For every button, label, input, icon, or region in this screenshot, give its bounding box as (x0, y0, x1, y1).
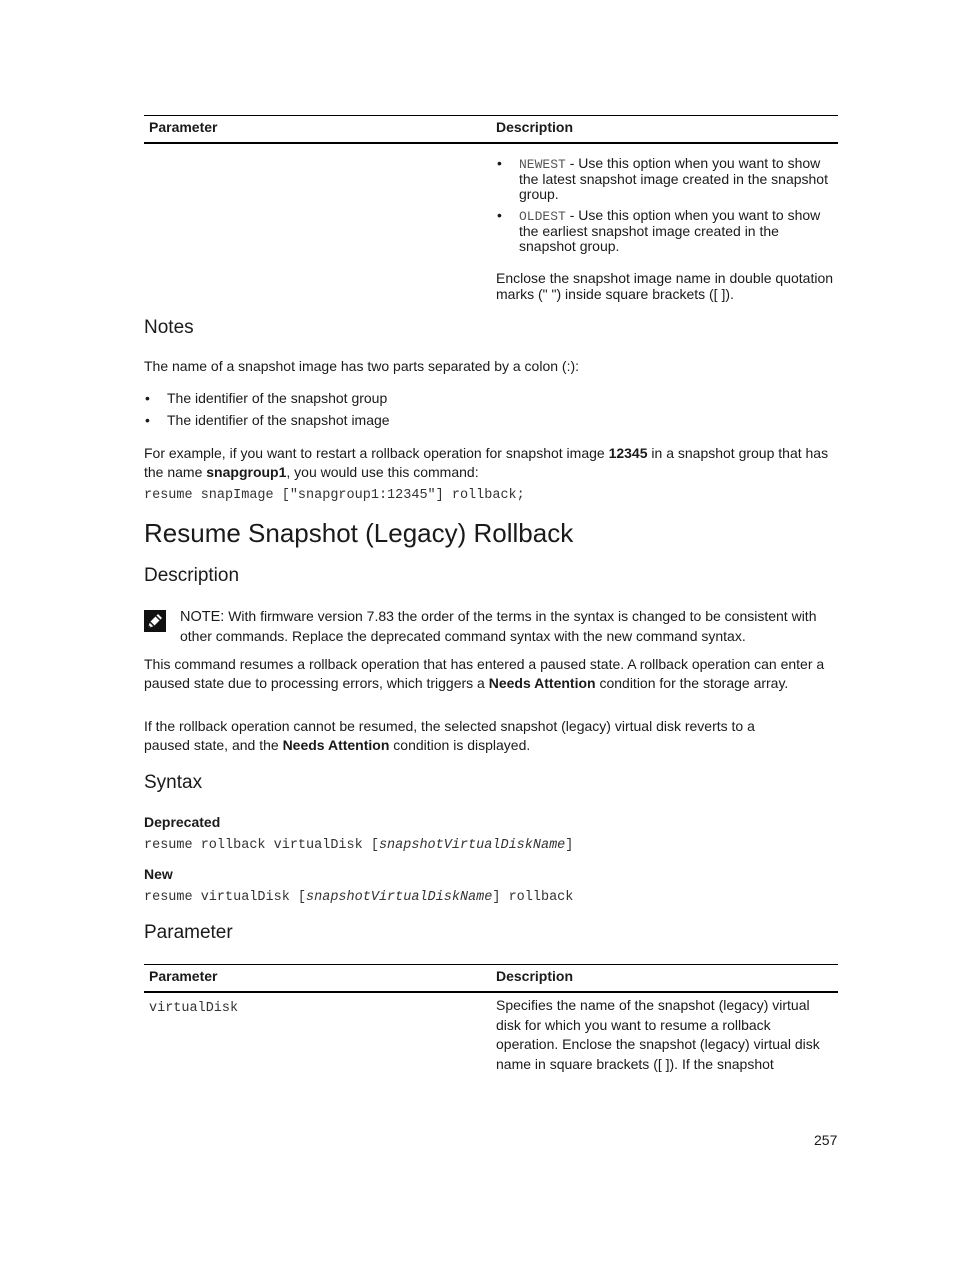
note-text: With firmware version 7.83 the order of the terms in the syntax is changed to be consistent with other commands. Replace the deprecated command syntax with the new command syntax. (180, 608, 817, 644)
header-parameter: Parameter (149, 119, 218, 135)
example-paragraph: For example, if you want to restart a rollback operation for snapshot image 12345 in a snapshot group that has the name snapgroup1, you would use this command: (144, 445, 829, 480)
page-number: 257 (814, 1132, 838, 1148)
group-name: snapgroup1 (206, 464, 287, 480)
enclose-note: Enclose the snapshot image name in double quotation marks (" ") inside square brackets ([ ]). (496, 270, 834, 302)
option-text: - Use this option when you want to show the latest snapshot image created in the snapshot group. (519, 155, 828, 202)
header-description: Description (496, 968, 574, 984)
description-heading: Description (144, 565, 240, 586)
deprecated-label: Deprecated (144, 814, 221, 830)
new-label: New (144, 866, 173, 882)
notes-intro: The name of a snapshot image has two parts separated by a colon (:): (144, 358, 580, 374)
list-item (496, 208, 836, 254)
note-label: NOTE: (180, 609, 225, 625)
note-pencil-icon (144, 610, 166, 632)
option-code: NEWEST (519, 157, 566, 172)
table-header (144, 115, 838, 144)
example-command: resume snapImage ["snapgroup1:12345"] rollback; (144, 488, 525, 503)
option-code: OLDEST (519, 209, 566, 224)
notes-heading: Notes (144, 317, 194, 338)
description-cell (496, 156, 836, 302)
table-header (144, 964, 838, 993)
option-text: - Use this option when you want to show the earliest snapshot image created in the snapshot group. (519, 207, 821, 254)
note-box (180, 607, 840, 646)
new-command: resume virtualDisk [snapshotVirtualDiskName] rollback (144, 890, 574, 905)
snapshot-id: 12345 (608, 445, 648, 461)
syntax-heading: Syntax (144, 772, 203, 793)
parameter-description: Specifies the name of the snapshot (legacy) virtual disk for which you want to resume a rollback operation. Enclose the snapshot (legacy) virtual disk name in square brackets ([ ]). If the snapshot (496, 997, 820, 1072)
parameter-table (144, 964, 838, 1072)
parameter-name: virtualDisk (149, 1001, 239, 1016)
header-description: Description (496, 119, 574, 135)
parameter-heading: Parameter (144, 922, 233, 943)
option-list (496, 156, 836, 254)
description-paragraph-1: This command resumes a rollback operation that has entered a paused state. A rollback operation can enter a paused state due to processing errors, which triggers a Needs Attention condition for the storage array. (144, 656, 825, 691)
section-title: Resume Snapshot (Legacy) Rollback (144, 518, 574, 548)
parameter-table-continued (144, 115, 838, 302)
deprecated-command: resume rollback virtualDisk [snapshotVirtualDiskName] (144, 838, 574, 853)
list-item (496, 156, 836, 202)
header-parameter: Parameter (149, 968, 218, 984)
document-page: Parameter Description • NEWEST - Use this option when you want to show the latest snapshot image created in the snapshot group. • OLDEST - Use this option when you want to show the earliest snapshot image created in the snapshot group. Enclose the snapshot image name in double quotation marks (" ") inside square brackets ([ ]). Notes The name of a snapshot image has two parts separated by a colon (:): • The identifier of the snapshot group • The identifier of the snapshot image For example, if you want to restart a rollback operation for snapshot image 12345 in a snapshot group that has the name snapgroup1, you would use this command: resume snapImage ["snapgroup1:12345"] rollback; Resume Snapshot (Legacy) Rollback Description NOTE: With firmware version 7.83 the order of the terms in the syntax is changed to be consistent with other commands. Replace the deprecated command syntax with the new command syntax. This command resumes a rollback operation that has entered a paused state. A rollback operation can enter a paused state due to processing errors, which triggers a Needs Attention condition for the storage array. If the rollback operation cannot be resumed, the selected snapshot (legacy) virtual disk reverts to a paused state, and the Needs Attention condition is displayed. Syntax Deprecated resume rollback virtualDisk [snapshotVirtualDiskName] New resume virtualDisk [snapshotVirtualDiskName] rollback Parameter Parameter Description virtualDisk Specifies the name of the snapshot (legacy) virtual disk for which you want to resume a rollback operation. Enclose the snapshot (legacy) virtual disk name in square brackets ([ ]). If the snapshot 257 (0, 0, 954, 1268)
description-paragraph-2: If the rollback operation cannot be resumed, the selected snapshot (legacy) virtual disk reverts to a paused state, and the Needs Attention condition is displayed. (144, 718, 755, 753)
